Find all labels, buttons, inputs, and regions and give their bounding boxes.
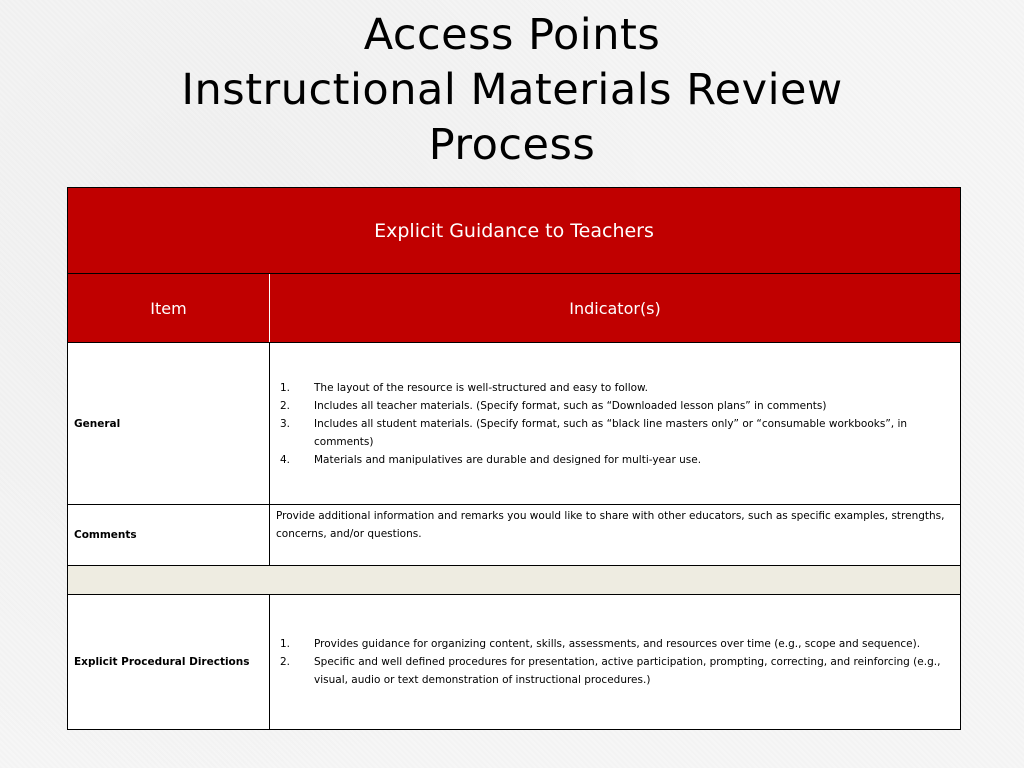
indicator-text: Includes all student materials. (Specify format, such as “black line masters only” or “consumable workbooks”, in comments) xyxy=(314,417,908,448)
indicator-list xyxy=(276,379,952,469)
review-table xyxy=(67,187,961,730)
column-header-row xyxy=(68,274,961,343)
list-number: 1. xyxy=(280,638,291,650)
comments-text: Provide additional information and remarks you would like to share with other educators, such as specific examples, strengths, concerns, and/or questions. xyxy=(276,510,945,540)
list-number: 2. xyxy=(280,656,291,668)
indicator-text: The layout of the resource is well-structured and easy to follow. xyxy=(314,381,649,394)
column-header-item: Item xyxy=(68,274,270,343)
title-line-1: Access Points xyxy=(363,10,661,60)
column-header-indicators: Indicator(s) xyxy=(270,274,961,343)
indicator-list xyxy=(276,635,952,689)
table-row-comments xyxy=(68,505,961,566)
list-number: 3. xyxy=(280,417,291,430)
separator-cell xyxy=(68,566,961,595)
list-number: 4. xyxy=(280,453,291,466)
indicator-text: Specific and well defined procedures for presentation, active participation, prompting, correcting, and reinforcing (e.g., visual, audio or text demonstration of instructional procedures.) xyxy=(314,656,941,686)
list-item xyxy=(276,451,952,469)
item-cell: General xyxy=(68,343,270,505)
separator-row xyxy=(68,566,961,595)
list-number: 1. xyxy=(280,381,291,394)
indicator-cell xyxy=(270,595,961,730)
indicator-text: Provides guidance for organizing content, skills, assessments, and resources over time (e.g., scope and sequence). xyxy=(314,638,921,650)
indicator-text: Includes all teacher materials. (Specify format, such as “Downloaded lesson plans” in comments) xyxy=(314,399,827,412)
section-header: Explicit Guidance to Teachers xyxy=(68,188,961,274)
indicator-cell xyxy=(270,343,961,505)
slide-title xyxy=(0,8,1024,173)
title-line-2: Instructional Materials Review xyxy=(181,65,843,115)
section-header-row xyxy=(68,188,961,274)
table-row-explicit-procedural-directions xyxy=(68,595,961,730)
list-item xyxy=(276,415,952,451)
list-item xyxy=(276,653,952,689)
comments-cell xyxy=(270,505,961,566)
indicator-text: Materials and manipulatives are durable and designed for multi-year use. xyxy=(314,453,702,466)
list-item xyxy=(276,397,952,415)
item-cell: Explicit Procedural Directions xyxy=(68,595,270,730)
list-number: 2. xyxy=(280,399,291,412)
item-cell: Comments xyxy=(68,505,270,566)
title-line-3: Process xyxy=(428,120,596,170)
list-item xyxy=(276,379,952,397)
list-item xyxy=(276,635,952,653)
table-row-general xyxy=(68,343,961,505)
